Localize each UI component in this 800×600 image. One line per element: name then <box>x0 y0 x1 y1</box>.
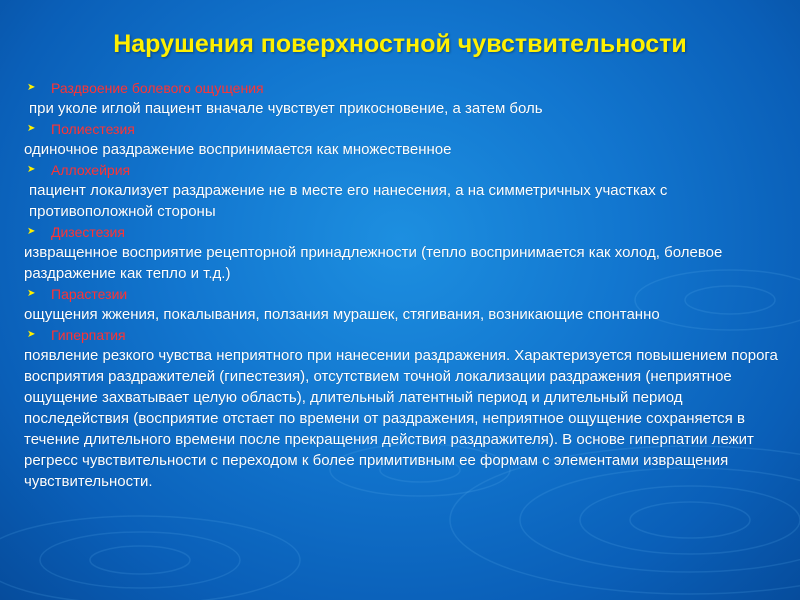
term-label: Полиестезия <box>51 121 135 137</box>
arrow-bullet-icon: ➤ <box>27 164 36 175</box>
term-description: извращенное восприятие рецепторной принадлежности (тепло воспринимается как холод, болевое раздражение как тепло и т.д.) <box>24 244 723 282</box>
term-description: пациент локализует раздражение не в месте его нанесения, а на симметричных участках с противоположной стороны <box>29 182 668 220</box>
list-item <box>24 79 780 119</box>
arrow-bullet-icon: ➤ <box>27 226 36 237</box>
arrow-bullet-icon: ➤ <box>27 123 36 134</box>
term-description: одиночное раздражение воспринимается как множественное <box>24 141 452 158</box>
term-label: Гиперпатия <box>51 327 126 343</box>
term-label: Аллохейрия <box>51 162 131 178</box>
arrow-bullet-icon: ➤ <box>27 288 36 299</box>
list-item <box>24 326 780 492</box>
list-item <box>24 161 780 222</box>
slide-title: Нарушения поверхностной чувствительности <box>113 30 687 58</box>
list-item <box>24 120 780 160</box>
arrow-bullet-icon: ➤ <box>27 82 36 93</box>
list-item <box>24 285 780 325</box>
arrow-bullet-icon: ➤ <box>27 329 36 340</box>
term-label: Дизестезия <box>51 224 125 240</box>
list-item <box>24 223 780 284</box>
definitions-list <box>24 79 780 493</box>
term-description: ощущения жжения, покалывания, ползания мурашек, стягивания, возникающие спонтанно <box>24 306 660 323</box>
term-description: при уколе иглой пациент вначале чувствует прикосновение, а затем боль <box>29 100 543 117</box>
term-label: Раздвоение болевого ощущения <box>51 80 264 96</box>
term-description: появление резкого чувства неприятного при нанесении раздражения. Характеризуется повышением порога восприятия раздражителей (гипестезия), отсутствием точной локализации раздражения (неприятное ощущение захватывает целую область), длительный латентный период и длительный период последействия (восприятие отстает по времени от раздражения, неприятное ощущение сохраняется в течение длительного времени после прекращения действия раздражителя). В основе гиперпатии лежит регресс чувствительности с переходом к более примитивным ее формам с элементами извращения чувствительности. <box>24 347 778 490</box>
term-label: Парастезии <box>51 286 128 302</box>
